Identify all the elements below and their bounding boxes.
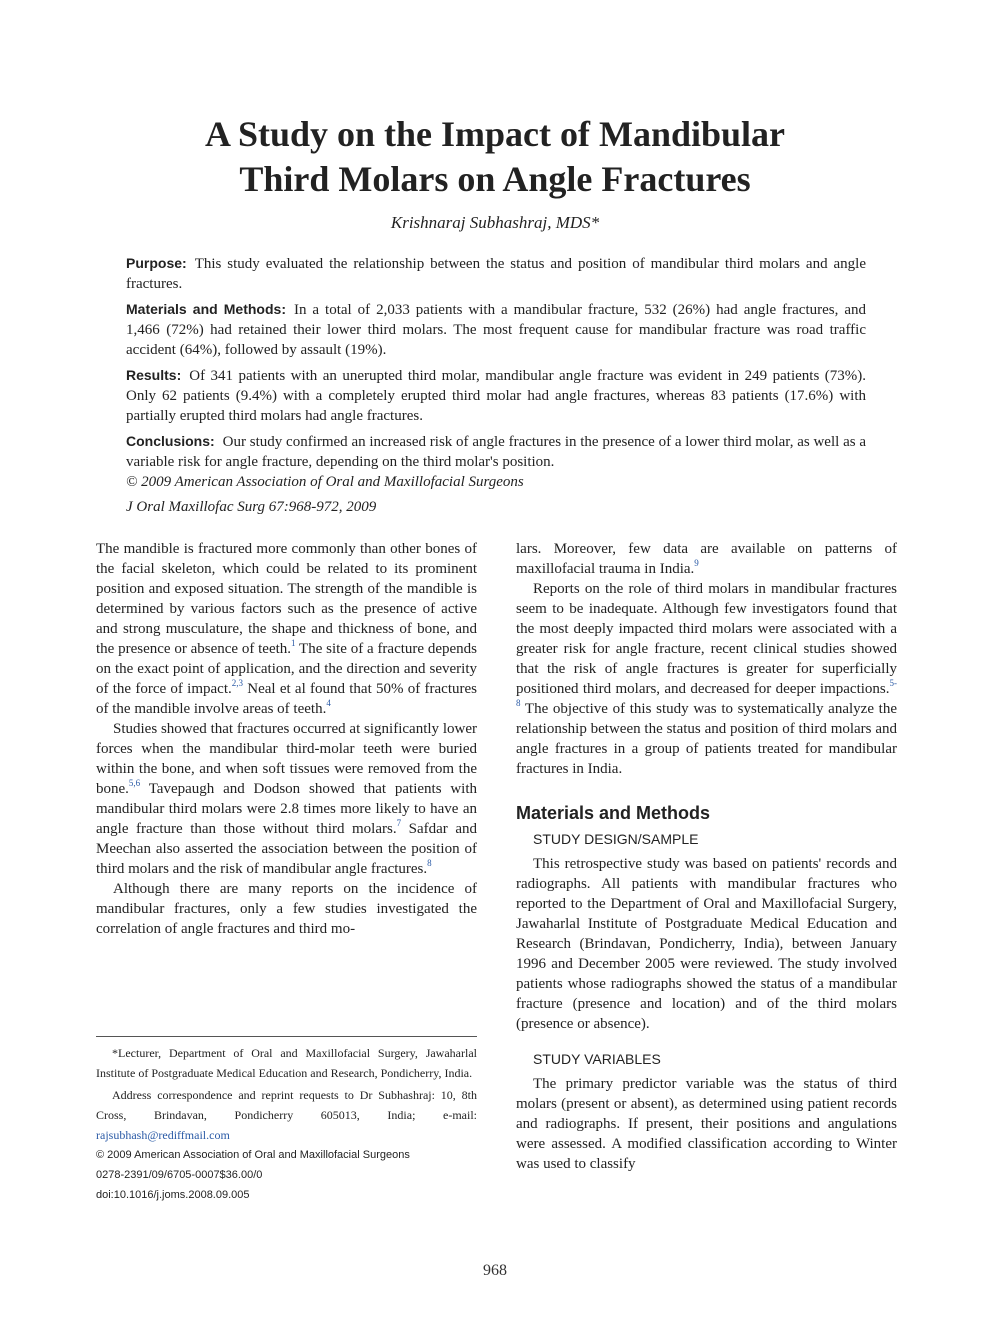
- abstract-purpose: [126, 253, 866, 294]
- purpose-text: This study evaluated the relationship between the status and position of mandibular third molars and angle fractures.: [126, 256, 866, 292]
- ref-link[interactable]: 5,6: [128, 778, 141, 788]
- methods-paragraph-1: This retrospective study was based on patients' records and radiographs. All patients with mandibular fractures who reported to the Department of Oral and Maxillofacial Surgery, Jawaharlal Institute of Postgraduate Medical Education and Research (Brindavan, Pondicherry, India), between January 1996 and December 2005 were reviewed. The study involved patients whose radiographs showed the status of a mandibular fracture (presence and location) and of the third molars (presence or absence).: [516, 856, 897, 1032]
- footnote-address-text: Address correspondence and reprint requests to Dr Subhashraj: 10, 8th Cross, Brindavan, Pondicherry 605013, India; e-mail:: [96, 1088, 477, 1122]
- ref-link[interactable]: 1: [291, 638, 296, 648]
- abstract-results: [126, 365, 866, 426]
- section-heading-methods: Materials and Methods: [516, 803, 711, 823]
- intro-paragraph-3-cont: [516, 539, 897, 579]
- methods-label: Materials and Methods:: [126, 301, 286, 317]
- ref-link[interactable]: 7: [396, 818, 402, 828]
- intro-paragraph-1: [96, 539, 477, 719]
- article-title: [120, 112, 870, 202]
- intro-paragraph-4: [516, 579, 897, 779]
- footnote-doi: doi:10.1016/j.joms.2008.09.005: [96, 1189, 250, 1201]
- intro-p2-text-b: Tavepaugh and Dodson showed that patients with mandibular third molars were 2.8 times more likely to have an angle fracture than those without third molars.: [96, 781, 477, 837]
- left-column: [96, 539, 477, 939]
- ref-link[interactable]: 9: [694, 558, 699, 568]
- intro-p4-text-a: Reports on the role of third molars in mandibular fractures seem to be inadequate. Although few investigators found that the most deeply impacted third molars were associated with a greater risk for angle fracture, recent clinical studies showed that the risk of angle fractures is greater for superficially positioned third molars, and decreased for deeper impactions.: [516, 581, 897, 697]
- email-link[interactable]: rajsubhash@rediffmail.com: [96, 1128, 230, 1142]
- intro-paragraph-2: [96, 719, 477, 879]
- footnote-affiliation: *Lecturer, Department of Oral and Maxillofacial Surgery, Jawaharlal Institute of Postgraduate Medical Education and Research, Pondicherry, India.: [96, 1046, 477, 1080]
- intro-p1-text-a: The mandible is fractured more commonly than other bones of the facial skeleton, which could be related to its prominent position and exposed situation. The strength of the mandible is determined by various factors such as the presence of active and strong musculature, the shape and thickness of bone, and the presence or absence of teeth.: [96, 541, 477, 657]
- author-byline: Krishnaraj Subhashraj, MDS*: [390, 213, 600, 232]
- intro-paragraph-3: Although there are many reports on the incidence of mandibular fractures, only a few studies investigated the correlation of angle fractures and third mo-: [96, 881, 477, 937]
- abstract-copyright: © 2009 American Association of Oral and Maxillofacial Surgeons: [126, 474, 524, 490]
- subheading-study-variables: STUDY VARIABLES: [533, 1051, 661, 1067]
- page-number: 968: [483, 1262, 507, 1279]
- abstract: [126, 253, 866, 522]
- title-line-2: Third Molars on Angle Fractures: [239, 159, 751, 199]
- ref-link[interactable]: 2,3: [231, 678, 243, 688]
- intro-p1-text-b: The site of a fracture depends on the exact point of application, and the direction and severity of the force of impact.: [96, 641, 477, 697]
- right-column: [516, 539, 897, 1174]
- intro-p2-text-a: Studies showed that fractures occurred at significantly lower forces when the mandibular third-molar teeth were buried within the bone, and when soft tissues were removed from the bone.: [96, 721, 477, 797]
- ref-link[interactable]: 4: [326, 698, 331, 708]
- results-text: Of 341 patients with an unerupted third molar, mandibular angle fracture was evident in 249 patients (73%). Only 62 patients (9.4%) with a completely erupted third molar had angle fractures, whereas 83 patients (17.6%) with partially erupted third molars had angle fractures.: [126, 368, 866, 424]
- conclusions-label: Conclusions:: [126, 433, 215, 449]
- abstract-methods: [126, 299, 866, 360]
- footnote-issn: 0278-2391/09/6705-0007$36.00/0: [96, 1169, 263, 1181]
- methods-paragraph-2: The primary predictor variable was the status of third molars (present or absent), as determined using patient records and radiographs. If present, their positions and angulations were assessed. A modified classification according to Winter was used to classify: [516, 1076, 897, 1172]
- subheading-study-design: STUDY DESIGN/SAMPLE: [533, 831, 699, 847]
- ref-link[interactable]: 8: [427, 858, 432, 868]
- intro-p3-cont-text: lars. Moreover, few data are available on patterns of maxillofacial trauma in India.: [516, 541, 897, 577]
- purpose-label: Purpose:: [126, 255, 187, 271]
- methods-text: In a total of 2,033 patients with a mandibular fracture, 532 (26%) had angle fractures, and 1,466 (72%) had retained their lower third molars. The most frequent cause for mandibular fracture was road traffic accident (64%), followed by assault (19%).: [126, 302, 866, 358]
- footnote-copyright: © 2009 American Association of Oral and Maxillofacial Surgeons: [96, 1149, 410, 1161]
- intro-p2-text-c: Safdar and Meechan also asserted the association between the position of third molars and the risk of mandibular angle fractures.: [96, 821, 478, 877]
- conclusions-text: Our study confirmed an increased risk of angle fractures in the presence of a lower third molar, as well as a variable risk for angle fracture, depending on the third molar's position.: [126, 434, 866, 470]
- intro-p1-text-c: Neal et al found that 50% of fractures of the mandible involve areas of teeth.: [96, 681, 477, 717]
- abstract-citation: J Oral Maxillofac Surg 67:968-972, 2009: [126, 499, 377, 515]
- footnotes: [96, 1036, 477, 1205]
- intro-p4-text-b: The objective of this study was to systematically analyze the relationship between the status and position of third molars and angle fractures in a group of patients treated for mandibular fractures in India.: [516, 701, 897, 777]
- footnote-address: [96, 1085, 477, 1145]
- abstract-conclusions: [126, 431, 866, 472]
- title-line-1: A Study on the Impact of Mandibular: [204, 114, 786, 154]
- ref-link[interactable]: 5-8: [516, 678, 897, 708]
- results-label: Results:: [126, 367, 182, 383]
